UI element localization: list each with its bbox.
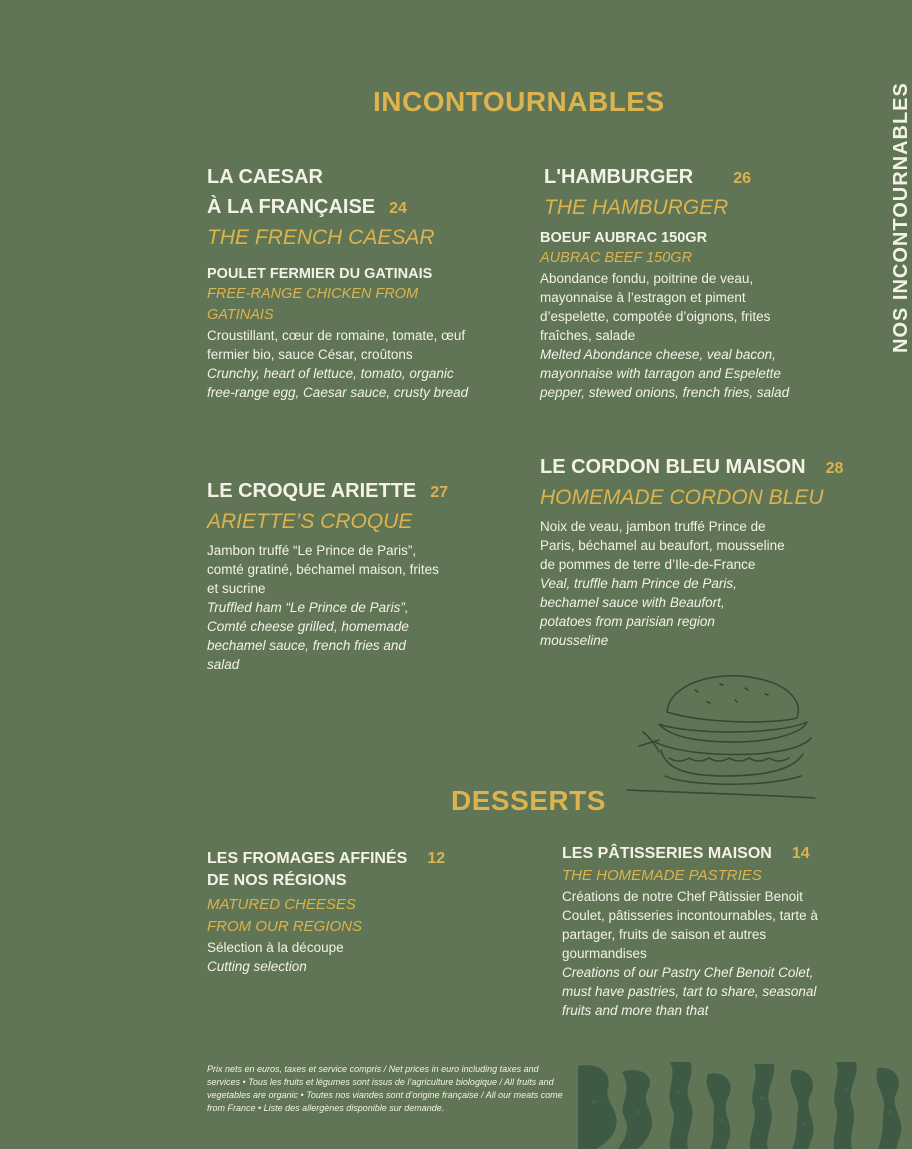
dish-description-fr: Créations de notre Chef Pâtissier Benoit Coulet, pâtisseries incontournables, tarte à partager, fruits de saison et autres gourmandises: [562, 889, 818, 961]
dish-name: LE CORDON BLEU MAISON: [540, 456, 806, 478]
dish-patisseries: [562, 843, 827, 1020]
burger-drawing-icon: [625, 672, 820, 807]
dish-subtitle-en: FREE-RANGE CHICKEN FROM GATINAIS: [207, 286, 419, 323]
dish-fromages: [207, 848, 457, 976]
dish-description-en: Cutting selection: [207, 959, 307, 974]
dish-price: 27: [430, 484, 449, 501]
dish-name-en: THE FRENCH CAESAR: [207, 226, 435, 249]
dish-hamburger: [540, 162, 810, 402]
dish-price: 28: [825, 460, 844, 477]
side-title-text: NOS INCONTOURNABLES: [890, 82, 912, 353]
dish-name-en: FROM OUR REGIONS: [207, 918, 363, 935]
leaf-pattern-icon: [578, 1062, 912, 1149]
dish-description-en: Veal, truffle ham Prince de Paris, bechamel sauce with Beaufort, potatoes from parisian region mousseline: [540, 576, 737, 648]
dish-description-en: Crunchy, heart of lettuce, tomato, organic free-range egg, Caesar sauce, crusty bread: [207, 366, 469, 400]
dish-name-en: THE HAMBURGER: [544, 196, 729, 219]
dish-cordon-bleu: [540, 452, 870, 650]
dish-subtitle-en: AUBRAC BEEF 150GR: [540, 250, 693, 266]
dish-name: LES FROMAGES AFFINÉS: [207, 850, 408, 867]
section-title-incontournables: INCONTOURNABLES: [373, 86, 665, 117]
dish-name: DE NOS RÉGIONS: [207, 872, 347, 889]
dish-subtitle-fr: BOEUF AUBRAC 150GR: [540, 230, 708, 246]
footer-note: Prix nets en euros, taxes et service compris / Net prices in euro including taxes and services • Tous les fruits et légumes sont issus de l’agriculture biologique / All fruits and vegetables are organic • Toutes nos viandes sont d’origine française / All our meats come from France • Liste des allergènes disponible sur demande.: [207, 1064, 563, 1113]
dish-name: L'HAMBURGER: [544, 166, 694, 188]
dish-name-en: MATURED CHEESES: [207, 896, 356, 913]
dish-subtitle-fr: POULET FERMIER DU GATINAIS: [207, 266, 433, 282]
dish-description-en: Creations of our Pastry Chef Benoit Colet, must have pastries, tart to share, seasonal fruits and more than that: [562, 965, 817, 1018]
dish-description-fr: Noix de veau, jambon truffé Prince de Paris, béchamel au beaufort, mousseline de pommes de terre d’Ile-de-France: [540, 519, 785, 572]
dish-name-en: ARIETTE’S CROQUE: [207, 510, 413, 533]
dish-name: À LA FRANÇAISE: [207, 196, 376, 218]
section-title-desserts: DESSERTS: [451, 785, 606, 816]
dish-caesar: [207, 162, 492, 402]
dish-description-en: Truffled ham “Le Prince de Paris”, Comté cheese grilled, homemade bechamel sauce, french fries and salad: [207, 600, 409, 672]
dish-description-fr: Croustillant, cœur de romaine, tomate, œuf fermier bio, sauce César, croûtons: [207, 328, 466, 362]
dish-description-fr: Abondance fondu, poitrine de veau, mayonnaise à l’estragon et piment d’espelette, compotée d’oignons, frites fraîches, salade: [540, 271, 771, 343]
dish-name: LE CROQUE ARIETTE: [207, 480, 417, 502]
dish-price: 12: [427, 850, 446, 867]
side-title: [862, 82, 912, 358]
dish-description-fr: Jambon truffé “Le Prince de Paris”, comté gratiné, béchamel maison, frites et sucrine: [207, 543, 439, 596]
dish-name: LA CAESAR: [207, 166, 323, 188]
dish-name-en: HOMEMADE CORDON BLEU: [540, 486, 824, 509]
dish-price: 26: [733, 170, 751, 187]
dish-price: 24: [389, 200, 407, 217]
dish-name: LES PÂTISSERIES MAISON: [562, 845, 772, 862]
dish-croque: [207, 476, 467, 674]
dish-price: 14: [791, 845, 810, 862]
dish-name-en: THE HOMEMADE PASTRIES: [562, 867, 762, 884]
dish-description-fr: Sélection à la découpe: [207, 940, 344, 955]
dish-description-en: Melted Abondance cheese, veal bacon, mayonnaise with tarragon and Espelette pepper, stewed onions, french fries, salad: [540, 347, 790, 400]
